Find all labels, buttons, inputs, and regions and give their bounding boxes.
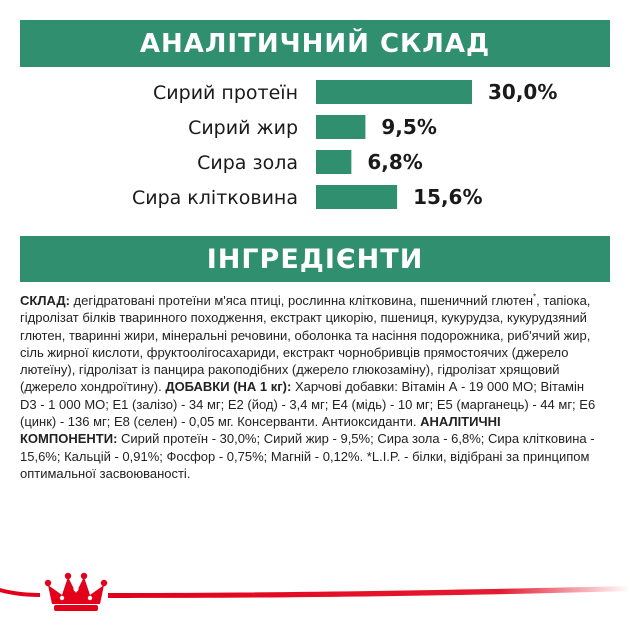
ingredients-title: ІНГРЕДІЄНТИ — [206, 243, 424, 275]
analysis-title: АНАЛІТИЧНИЙ СКЛАД — [139, 28, 491, 59]
brand-footer — [0, 555, 630, 630]
composition-text-1: дегідратовані протеїни м'яса птиці, рослинна клітковина, пшеничний глютен — [69, 293, 534, 308]
composition-text-2: , тапіока, гідролізат білків тваринного походження, екстракт цикорію, пшениця, кукурудза, кукурудзяний глютен, тваринні жири, мінеральні речовини, оболонка та насіння подорожника, риб'ячий жир, сіль жирної кислоти, фруктоолігосахариди, екстракт чорнобривців прямостоячих (джерело лютеїну), гідролізат із панцира ракоподібних (джерело глюкозаміну), гідролізат хрящовий (джерело хондроїтину). — [20, 293, 591, 395]
analysis-banner — [20, 20, 610, 67]
value-label: 30,0% — [488, 80, 558, 104]
value-label: 6,8% — [367, 150, 423, 174]
footnote-mark: * — [533, 292, 537, 302]
red-swoosh-left — [0, 588, 40, 597]
royal-canin-crown-logo — [45, 573, 107, 611]
red-swoosh-right — [108, 586, 630, 598]
analytical-label: АНАЛІТИЧНІ КОМПОНЕНТИ: — [20, 414, 501, 447]
value-label: 15,6% — [413, 185, 483, 209]
value-label: 9,5% — [381, 115, 437, 139]
category-label: Сирий протеїн — [153, 82, 298, 104]
ingredients-banner — [20, 236, 610, 282]
additives-label: ДОБАВКИ (НА 1 кг): — [165, 379, 292, 395]
bar — [316, 185, 397, 209]
composition-label: СКЛАД: — [20, 293, 70, 308]
analysis-bar-chart — [0, 70, 630, 220]
additives-text: Харчові добавки: Вітамін А - 19 000 МО; Вітамін D3 - 1 000 МО; Е1 (залізо) - 34 мг; Е2 (йод) - 3,4 мг; Е4 (мідь) - 10 мг; Е5 (марганець) - 44 мг; Е6 (цинк) - 136 мг; Е8 (селен) - 0,05 мг. Консерванти. Антиоксиданти. — [20, 379, 596, 430]
bar — [316, 80, 472, 104]
category-label: Сирий жир — [188, 117, 298, 139]
category-label: Сира клітковина — [131, 187, 298, 209]
ingredients-text — [20, 292, 600, 482]
bar — [316, 150, 351, 174]
analytical-text: Сирий протеїн - 30,0%; Сирий жир - 9,5%; Сира зола - 6,8%; Сира клітковина - 15,6%; Кальцій - 0,91%; Фосфор - 0,75%; Магній - 0,12%. *L.I.P. - білки, відібрані за принципом оптимальної засвоюваності. — [20, 431, 595, 481]
category-label: Сира зола — [197, 152, 298, 174]
bar — [316, 115, 365, 139]
